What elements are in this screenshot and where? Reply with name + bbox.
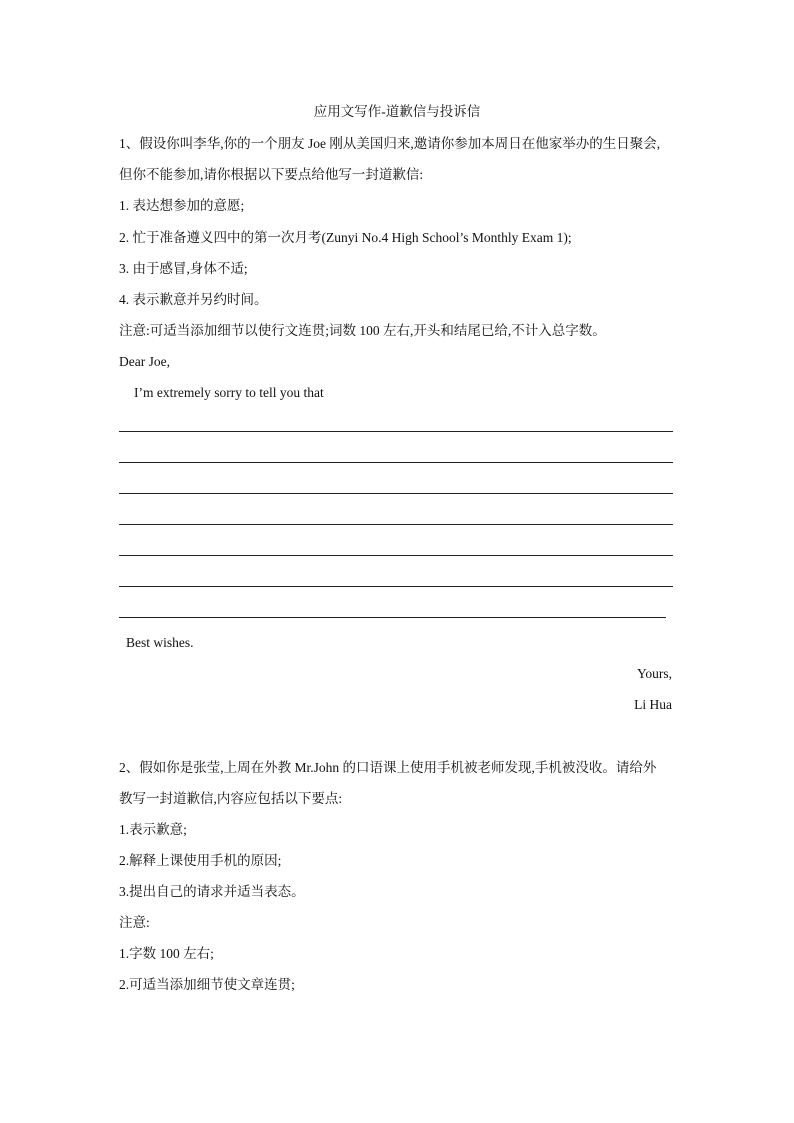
task2-intro-line2: 教写一封道歉信,内容应包括以下要点: bbox=[119, 791, 343, 806]
writing-line bbox=[119, 524, 673, 525]
writing-line bbox=[119, 431, 673, 432]
task2-intro-line1: 2、假如你是张莹,上周在外教 Mr.John 的口语课上使用手机被老师发现,手机被没收。请给外 bbox=[119, 760, 657, 775]
task1-point-2: 2. 忙于准备遵义四中的第一次月考(Zunyi No.4 High School’s Monthly Exam 1); bbox=[119, 230, 572, 245]
task2-point-3: 3.提出自己的请求并适当表态。 bbox=[119, 884, 305, 899]
task2-point-1: 1.表示歉意; bbox=[119, 822, 187, 837]
task2-note-1: 1.字数 100 左右; bbox=[119, 946, 214, 961]
writing-line bbox=[119, 617, 666, 618]
writing-line bbox=[119, 462, 673, 463]
task1-point-1: 1. 表达想参加的意愿; bbox=[119, 198, 245, 213]
document-title: 应用文写作-道歉信与投诉信 bbox=[313, 104, 481, 119]
task1-intro-line1: 1、假设你叫李华,你的一个朋友 Joe 刚从美国归来,邀请你参加本周日在他家举办的生日聚会, bbox=[119, 136, 661, 151]
letter-opening: I’m extremely sorry to tell you that bbox=[134, 385, 324, 400]
task2-note-label: 注意: bbox=[119, 915, 150, 930]
task1-point-3: 3. 由于感冒,身体不适; bbox=[119, 261, 248, 276]
task2-point-2: 2.解释上课使用手机的原因; bbox=[119, 853, 282, 868]
task1-note: 注意:可适当添加细节以使行文连贯;词数 100 左右,开头和结尾已给,不计入总字数。 bbox=[119, 323, 606, 338]
letter-closing: Best wishes. bbox=[126, 635, 194, 650]
letter-salutation: Dear Joe, bbox=[119, 354, 170, 369]
task1-intro-line2: 但你不能参加,请你根据以下要点给他写一封道歉信: bbox=[119, 167, 424, 182]
writing-line bbox=[119, 493, 673, 494]
writing-line bbox=[119, 586, 673, 587]
writing-line bbox=[119, 555, 673, 556]
task2-note-2: 2.可适当添加细节使文章连贯; bbox=[119, 977, 295, 992]
task1-point-4: 4. 表示歉意并另约时间。 bbox=[119, 292, 268, 307]
letter-signature: Li Hua bbox=[634, 697, 672, 712]
letter-sign-off: Yours, bbox=[636, 666, 672, 681]
